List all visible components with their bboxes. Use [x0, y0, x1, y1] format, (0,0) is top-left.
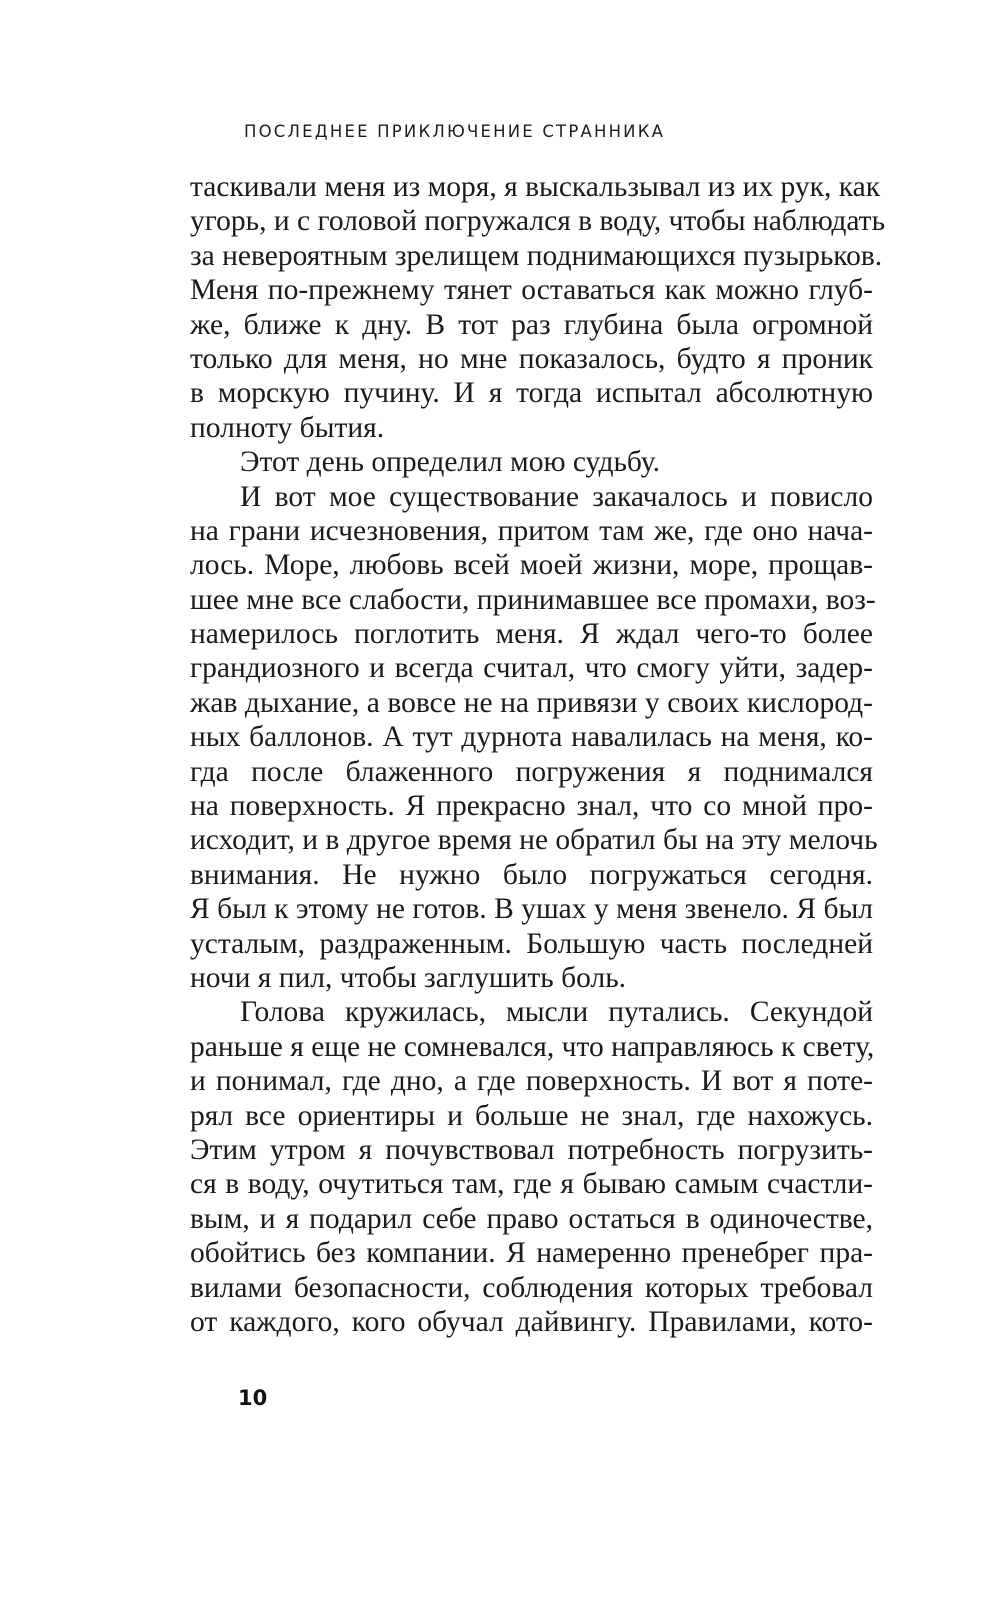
- text-line: раньше я еще не сомневался, что направляюсь к свету,: [190, 1030, 875, 1063]
- page-number: 10: [238, 1386, 268, 1410]
- text-line: только для меня, но мне показалось, будто я проник: [190, 342, 873, 375]
- text-line: обойтись без компании. Я намеренно пренебрег пра-: [190, 1237, 873, 1270]
- text-line: усталым, раздраженным. Большую часть последней: [190, 927, 873, 960]
- text-line: И вот мое существование закачалось и повисло: [240, 480, 873, 513]
- text-line: от каждого, кого обучал дайвингу. Правилами, кото-: [190, 1305, 873, 1338]
- text-line: Этот день определил мою судьбу.: [240, 446, 660, 479]
- text-line: в морскую пучину. И я тогда испытал абсолютную: [190, 377, 873, 410]
- text-line: же, ближе к дну. В тот раз глубина была огромной: [190, 308, 873, 341]
- running-head: ПОСЛЕДНЕЕ ПРИКЛЮЧЕНИЕ СТРАННИКА: [244, 122, 666, 141]
- text-line: гда после блаженного погружения я поднимался: [190, 755, 873, 788]
- text-line: Меня по-прежнему тянет оставаться как можно глуб-: [190, 274, 873, 307]
- text-line: намерилось поглотить меня. Я ждал чего-то более: [190, 618, 873, 651]
- text-line: грандиозного и всегда считал, что смогу уйти, задер-: [190, 652, 873, 685]
- text-line: на грани исчезновения, притом там же, где оно нача-: [190, 514, 873, 547]
- text-line: вилами безопасности, соблюдения которых требовал: [190, 1271, 873, 1304]
- text-line: Этим утром я почувствовал потребность погрузить-: [190, 1133, 873, 1166]
- text-line: таскивали меня из моря, я выскальзывал из их рук, как: [190, 171, 881, 203]
- text-line: и понимал, где дно, а где поверхность. И вот я поте-: [190, 1065, 873, 1098]
- text-line: рял все ориентиры и больше не знал, где нахожусь.: [190, 1099, 873, 1132]
- text-line: шее мне все слабости, принимавшее все промахи, воз-: [190, 583, 876, 616]
- text-line: полноту бытия.: [190, 411, 385, 444]
- text-line: на поверхность. Я прекрасно знал, что со мной про-: [190, 790, 873, 823]
- text-line: вым, и я подарил себе право остаться в одиночестве,: [190, 1202, 873, 1235]
- text-line: исходит, и в другое время не обратил бы на эту мелочь: [190, 824, 878, 857]
- text-line: Я был к этому не готов. В ушах у меня звенело. Я был: [190, 893, 873, 926]
- text-line: внимания. Не нужно было погружаться сегодня.: [190, 858, 873, 891]
- text-line: Голова кружилась, мысли путались. Секундой: [240, 996, 873, 1029]
- text-line: за невероятным зрелищем поднимающихся пузырьков.: [190, 239, 883, 272]
- text-line: ных баллонов. А тут дурнота навалилась на меня, ко-: [190, 721, 873, 754]
- text-line: угорь, и с головой погружался в воду, чтобы наблюдать: [190, 205, 886, 238]
- text-line: жав дыхание, а вовсе не на привязи у своих кислород-: [190, 686, 873, 719]
- text-line: лось. Море, любовь всей моей жизни, море, прощав-: [190, 549, 873, 582]
- body-text: [190, 170, 886, 1339]
- text-line: ночи я пил, чтобы заглушить боль.: [190, 961, 627, 994]
- text-line: ся в воду, очутиться там, где я бываю самым счастли-: [190, 1168, 873, 1201]
